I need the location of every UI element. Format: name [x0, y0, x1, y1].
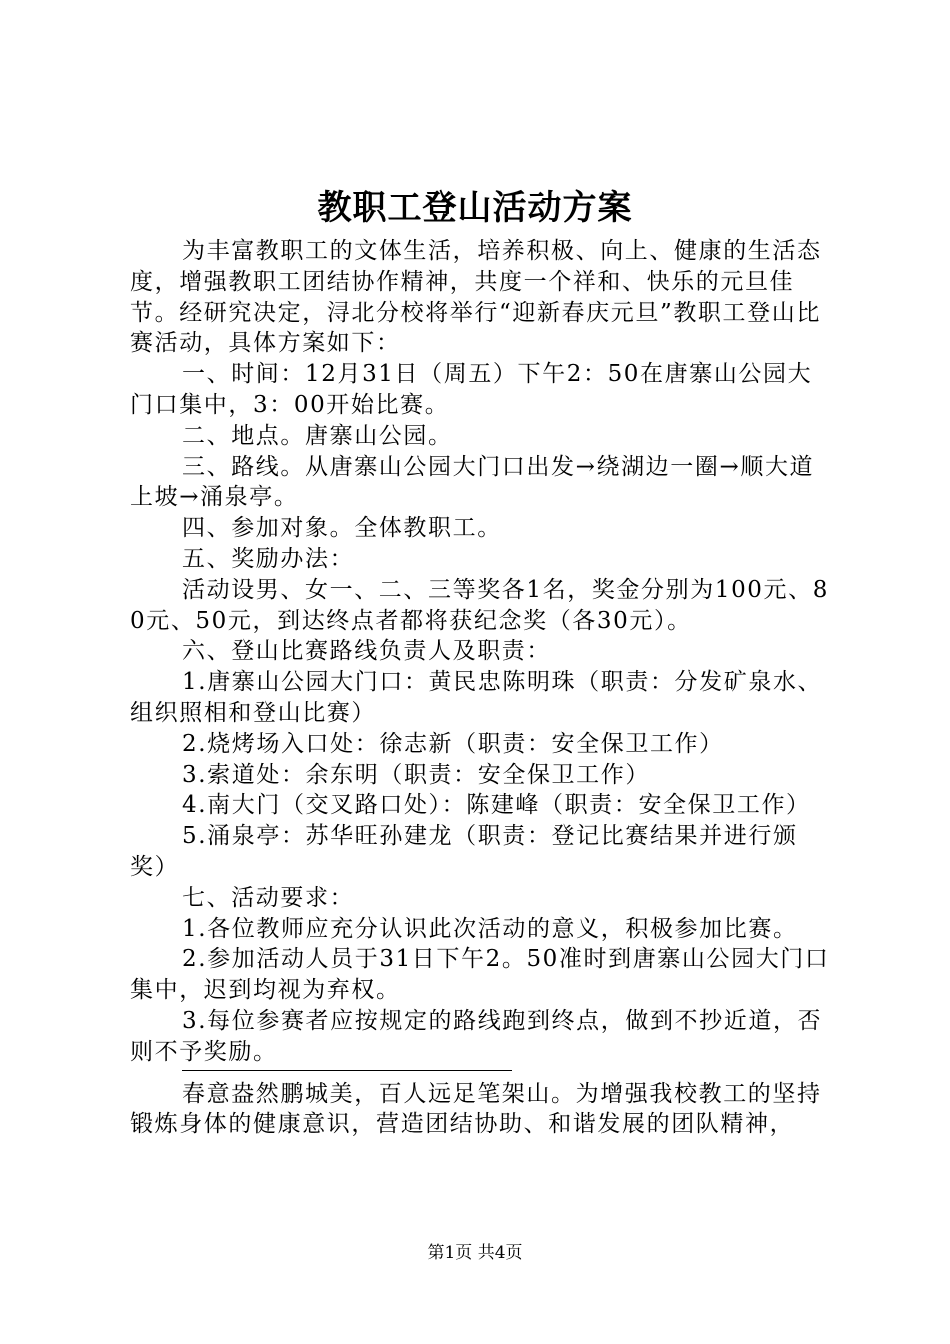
paragraph: 二、地点。唐寨山公园。 — [182, 422, 453, 449]
paragraph: 一、时间：12月31日（周五）下午2：50在唐寨山公园大门口集中，3：00开始比赛。 — [130, 361, 813, 418]
paragraph: 1.各位教师应充分认识此次活动的意义，积极参加比赛。 — [182, 915, 798, 942]
paragraph: 4.南大门（交叉路口处）：陈建峰（职责：安全保卫工作） — [182, 792, 811, 819]
paragraph: 3.每位参赛者应按规定的路线跑到终点，做到不抄近道，否则不予奖励。 — [130, 1007, 823, 1065]
paragraph: 2.参加活动人员于31日下午2。50准时到唐寨山公园大门口集中，迟到均视为弃权。 — [130, 946, 830, 1004]
paragraph: 活动设男、女一、二、三等奖各1名，奖金分别为100元、80元、50元，到达终点者都将获纪念奖（各30元）。 — [130, 576, 829, 634]
paragraph: 三、路线。从唐寨山公园大门口出发→绕湖边一圈→顺大道上坡→涌泉亭。 — [130, 453, 815, 511]
paragraph: 春意盎然鹏城美，百人远足笔架山。为增强我校教工的坚持锻炼身体的健康意识，营造团结协助、和谐发展的团队精神， — [130, 1080, 822, 1138]
page-number-footer: 第1页 共4页 — [427, 1243, 523, 1263]
document-body — [130, 236, 830, 1140]
section-divider — [182, 1070, 512, 1071]
paragraph: 2.烧烤场入口处：徐志新（职责：安全保卫工作） — [182, 730, 724, 757]
paragraph: 五、奖励办法： — [182, 545, 355, 572]
paragraph: 3.索道处：余东明（职责：安全保卫工作） — [182, 761, 650, 788]
paragraph: 1.唐寨山公园大门口：黄民忠陈明珠（职责：分发矿泉水、组织照相和登山比赛） — [130, 669, 823, 726]
paragraph: 七、活动要求： — [182, 884, 355, 911]
paragraph: 六、登山比赛路线负责人及职责： — [182, 638, 551, 665]
paragraph: 为丰富教职工的文体生活，培养积极、向上、健康的生活态度，增强教职工团结协作精神，共度一个祥和、快乐的元旦佳节。经研究决定，浔北分校将举行“迎新春庆元旦”教职工登山比赛活动，具体方案如下： — [130, 238, 822, 357]
document-title: 教职工登山活动方案 — [317, 188, 633, 228]
paragraph: 四、参加对象。全体教职工。 — [182, 515, 502, 542]
paragraph: 5.涌泉亭：苏华旺孙建龙（职责：登记比赛结果并进行颁奖） — [130, 823, 798, 880]
